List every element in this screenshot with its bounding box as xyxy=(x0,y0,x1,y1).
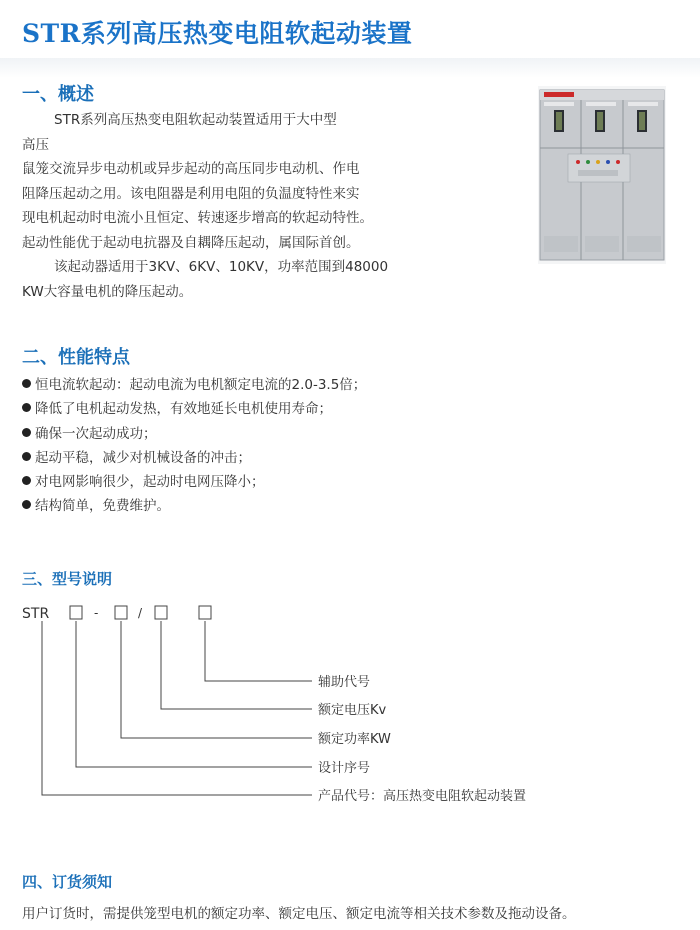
list-item xyxy=(22,470,366,494)
list-item xyxy=(22,373,366,397)
feature-text: 确保一次起动成功； xyxy=(35,425,157,442)
leader-line xyxy=(161,621,312,709)
leader-line xyxy=(121,621,312,738)
feature-text: 起动平稳，减少对机械设备的冲击； xyxy=(35,449,251,466)
bullet-dot-icon xyxy=(22,452,31,461)
model-label-rated-voltage: 额定电压Kv xyxy=(318,703,387,718)
overview-line: 该起动器适用于3KV、6KV、10KV，功率范围到48000 xyxy=(54,259,389,275)
bullet-dot-icon xyxy=(22,428,31,437)
bullet-dot-icon xyxy=(22,500,31,509)
section-heading-ordering: 四、订货须知 xyxy=(22,873,113,891)
code-box xyxy=(155,606,167,619)
section-heading-model: 三、型号说明 xyxy=(22,570,113,588)
model-separator-dash: - xyxy=(94,606,99,620)
overview-paragraph xyxy=(22,108,442,304)
list-item xyxy=(22,397,366,421)
feature-text: 结构简单，免费维护。 xyxy=(35,498,170,515)
overview-line: 鼠笼交流异步电动机或异步起动的高压同步电动机、作电 xyxy=(22,161,360,177)
model-label-design-serial: 设计序号 xyxy=(318,761,371,776)
code-box xyxy=(115,606,127,619)
section-heading-overview: 一、概述 xyxy=(22,84,94,105)
code-box xyxy=(199,606,211,619)
feature-text: 对电网影响很少，起动时电网压降小； xyxy=(35,474,265,491)
overview-line: STR系列高压热变电阻软起动装置适用于大中型 xyxy=(54,112,337,128)
feature-text: 降低了电机起动发热，有效地延长电机使用寿命； xyxy=(35,401,332,418)
model-label-product-code: 产品代号：高压热变电阻软起动装置 xyxy=(318,789,527,804)
bullet-dot-icon xyxy=(22,379,31,388)
overview-line: KW大容量电机的降压起动。 xyxy=(22,283,193,300)
overview-line: 现电机起动时电流小且恒定、转速逐步增高的软起动特性。 xyxy=(22,210,373,226)
model-separator-slash: / xyxy=(138,606,143,620)
switchgear-cabinet-photo xyxy=(538,86,666,264)
overview-line: 起动性能优于起动电抗器及自耦降压起动，属国际首创。 xyxy=(22,234,360,251)
bullet-dot-icon xyxy=(22,403,31,412)
code-box xyxy=(70,606,82,619)
ordering-text: 用户订货时，需提供笼型电机的额定功率、额定电压、额定电流等相关技术参数及拖动设备。 xyxy=(22,906,576,922)
feature-text: 恒电流软起动：起动电流为电机额定电流的2.0-3.5倍； xyxy=(35,377,367,393)
model-code-prefix: STR xyxy=(22,606,50,622)
header-band xyxy=(0,58,700,78)
overview-line: 阻降压起动之用。该电阻器是利用电阻的负温度特性来实 xyxy=(22,185,360,202)
model-label-rated-power: 额定功率KW xyxy=(318,732,391,747)
leader-line xyxy=(205,621,312,681)
list-item xyxy=(22,446,366,470)
page-title: STR系列高压热变电阻软起动装置 xyxy=(22,19,413,48)
leader-line xyxy=(42,621,312,795)
leader-line xyxy=(76,621,312,767)
features-list xyxy=(22,373,366,519)
bullet-dot-icon xyxy=(22,476,31,485)
section-heading-features: 二、性能特点 xyxy=(22,347,130,368)
overview-line: 高压 xyxy=(22,136,49,153)
list-item xyxy=(22,422,366,446)
list-item xyxy=(22,494,366,518)
model-label-aux-code: 辅助代号 xyxy=(318,675,371,690)
